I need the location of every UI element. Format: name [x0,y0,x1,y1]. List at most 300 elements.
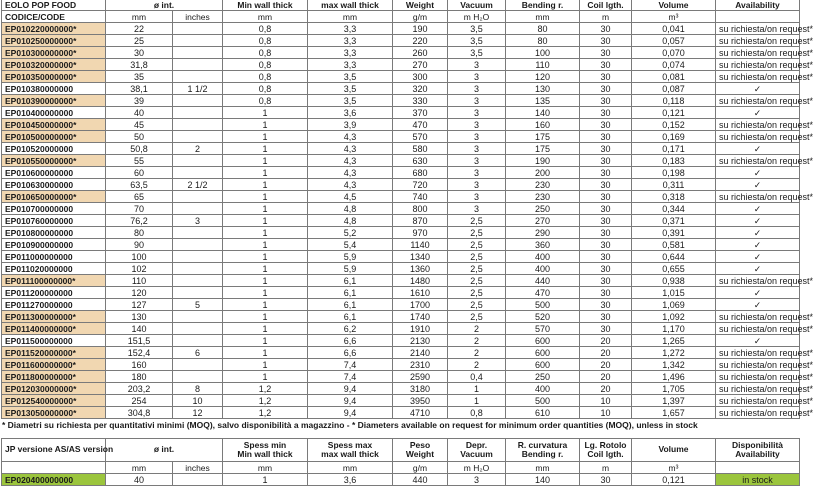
weight: 2140 [393,347,448,359]
t2-unit-inches: inches [173,462,223,474]
bending-radius: 100 [506,47,580,59]
availability: su richiesta/on request* [716,311,800,323]
volume: 0,311 [632,179,716,191]
footnote: * Diametri su richiesta per quantitativi minimi (MOQ), salvo disponibilità a magazzino - * Diameters available on request for minimum order quantities (MOQ), unless in stock [2,420,698,430]
diameter-mm: 127 [106,299,173,311]
table-row [2,323,800,335]
min-wall: 1 [223,107,308,119]
weight: 270 [393,59,448,71]
availability: su richiesta/on request* [716,275,800,287]
coil-length: 20 [580,359,632,371]
max-wall: 6,1 [308,275,393,287]
coil-length: 30 [580,95,632,107]
weight: 870 [393,215,448,227]
bending-radius: 250 [506,203,580,215]
max-wall: 3,6 [308,474,393,486]
min-wall: 1 [223,263,308,275]
volume: 0,152 [632,119,716,131]
table-row [2,155,800,167]
availability: su richiesta/on request* [716,59,800,71]
t2-unit-wall-min: mm [223,462,308,474]
volume: 0,070 [632,47,716,59]
diameter-inches [173,191,223,203]
volume: 0,655 [632,263,716,275]
coil-length: 30 [580,23,632,35]
product-code: EP010390000000* [2,95,106,107]
vacuum: 3,5 [448,35,506,47]
weight: 440 [393,474,448,486]
table-row [2,383,800,395]
max-wall: 6,6 [308,335,393,347]
table-row [2,191,800,203]
bending-radius: 440 [506,275,580,287]
col-coil: Coil lgth. [580,0,632,11]
min-wall: 0,8 [223,95,308,107]
unit-volume: m³ [632,11,716,23]
weight: 2130 [393,335,448,347]
volume: 1,272 [632,347,716,359]
vacuum: 0,4 [448,371,506,383]
coil-length: 30 [580,299,632,311]
t2-unit-volume: m³ [632,462,716,474]
col-max-wall: max wall thick [308,0,393,11]
product-code: EP012540000000* [2,395,106,407]
product-code: EP010800000000 [2,227,106,239]
t2-unit-vacuum: m H₂O [448,462,506,474]
weight: 370 [393,107,448,119]
t2-bending-en: Bending r. [521,449,564,459]
weight: 3180 [393,383,448,395]
coil-length: 30 [580,311,632,323]
bending-radius: 140 [506,107,580,119]
max-wall: 3,3 [308,35,393,47]
vacuum: 3 [448,107,506,119]
min-wall: 1 [223,239,308,251]
product-code: EP020400000000 [2,474,106,486]
bending-radius: 140 [506,474,580,486]
min-wall: 1 [223,131,308,143]
product-code: EP010630000000 [2,179,106,191]
min-wall: 1 [223,311,308,323]
availability: ✓ [716,239,800,251]
bending-radius: 120 [506,71,580,83]
table-row [2,263,800,275]
table-row [2,119,800,131]
vacuum: 2 [448,347,506,359]
weight: 4710 [393,407,448,419]
diameter-mm: 70 [106,203,173,215]
t2-col-availability [716,439,800,462]
volume: 1,015 [632,287,716,299]
weight: 580 [393,143,448,155]
weight: 190 [393,23,448,35]
table2-units-row [2,462,800,474]
diameter-mm: 22 [106,23,173,35]
min-wall: 0,8 [223,23,308,35]
vacuum: 2,5 [448,263,506,275]
availability: ✓ [716,335,800,347]
availability: su richiesta/on request* [716,155,800,167]
coil-length: 30 [580,167,632,179]
table-row [2,251,800,263]
availability: ✓ [716,287,800,299]
t2-col-coil [580,439,632,462]
min-wall: 1 [223,275,308,287]
unit-coil: m [580,11,632,23]
diameter-mm: 45 [106,119,173,131]
min-wall: 1 [223,347,308,359]
volume: 0,581 [632,239,716,251]
vacuum: 3 [448,191,506,203]
vacuum: 3 [448,179,506,191]
diameter-inches [173,35,223,47]
min-wall: 1,2 [223,407,308,419]
table-row [2,203,800,215]
product-code: EP011300000000* [2,311,106,323]
product-code: EP010400000000 [2,107,106,119]
bending-radius: 610 [506,407,580,419]
diameter-inches [173,131,223,143]
table2-header-row [2,439,800,462]
vacuum: 3 [448,131,506,143]
max-wall: 7,4 [308,359,393,371]
max-wall: 3,6 [308,107,393,119]
jp-family-title: JP versione AS/AS version [2,439,106,462]
coil-length: 30 [580,71,632,83]
availability: su richiesta/on request* [716,95,800,107]
bending-radius: 200 [506,167,580,179]
weight: 470 [393,119,448,131]
min-wall: 1 [223,191,308,203]
product-code: EP010700000000 [2,203,106,215]
diameter-inches: 1 1/2 [173,83,223,95]
coil-length: 30 [580,143,632,155]
volume: 0,171 [632,143,716,155]
diameter-mm: 130 [106,311,173,323]
product-code: EP010320000000* [2,59,106,71]
max-wall: 5,9 [308,263,393,275]
diameter-inches [173,359,223,371]
product-code: EP012030000000* [2,383,106,395]
volume: 0,121 [632,107,716,119]
coil-length: 30 [580,83,632,95]
volume: 0,169 [632,131,716,143]
coil-length: 30 [580,47,632,59]
diameter-inches: 6 [173,347,223,359]
max-wall: 4,3 [308,179,393,191]
t2-min-wall-it: Spess min [243,439,287,450]
product-code: EP010500000000* [2,131,106,143]
bending-radius: 500 [506,395,580,407]
diameter-inches: 2 1/2 [173,179,223,191]
vacuum: 0,8 [448,407,506,419]
diameter-inches [173,71,223,83]
t2-col-bending [506,439,580,462]
volume: 0,087 [632,83,716,95]
table-row [2,107,800,119]
weight: 330 [393,95,448,107]
min-wall: 1 [223,215,308,227]
diameter-inches: 2 [173,143,223,155]
max-wall: 4,8 [308,215,393,227]
diameter-inches [173,474,223,486]
vacuum: 3 [448,95,506,107]
unit-wall-min: mm [223,11,308,23]
diameter-mm: 30 [106,47,173,59]
volume: 0,183 [632,155,716,167]
bending-radius: 135 [506,95,580,107]
vacuum: 1 [448,383,506,395]
max-wall: 3,9 [308,119,393,131]
table-row [2,131,800,143]
table-row [2,35,800,47]
diameter-mm: 304,8 [106,407,173,419]
availability: su richiesta/on request* [716,71,800,83]
diameter-inches: 12 [173,407,223,419]
diameter-inches: 5 [173,299,223,311]
bending-radius: 570 [506,323,580,335]
vacuum: 2,5 [448,275,506,287]
availability: ✓ [716,203,800,215]
availability: ✓ [716,83,800,95]
diameter-mm: 38,1 [106,83,173,95]
availability: su richiesta/on request* [716,323,800,335]
diameter-mm: 65 [106,191,173,203]
max-wall: 9,4 [308,407,393,419]
weight: 300 [393,71,448,83]
availability: ✓ [716,179,800,191]
table-row [2,83,800,95]
max-wall: 5,9 [308,251,393,263]
bending-radius: 400 [506,251,580,263]
bending-radius: 190 [506,155,580,167]
volume: 1,265 [632,335,716,347]
diameter-mm: 110 [106,275,173,287]
product-code: EP011400000000* [2,323,106,335]
min-wall: 1 [223,371,308,383]
bending-radius: 600 [506,347,580,359]
vacuum: 2,5 [448,215,506,227]
volume: 0,041 [632,23,716,35]
volume: 1,092 [632,311,716,323]
vacuum: 3,5 [448,23,506,35]
t2-col-max-wall [308,439,393,462]
coil-length: 30 [580,131,632,143]
vacuum: 2 [448,323,506,335]
table-row [2,359,800,371]
vacuum: 2,5 [448,287,506,299]
product-code: EP013050000000* [2,407,106,419]
availability: ✓ [716,215,800,227]
bending-radius: 230 [506,179,580,191]
availability: ✓ [716,167,800,179]
unit-vacuum: m H₂O [448,11,506,23]
availability: su richiesta/on request* [716,347,800,359]
vacuum: 3 [448,155,506,167]
col-bending: Bending r. [506,0,580,11]
weight: 320 [393,83,448,95]
table-row [2,275,800,287]
diameter-inches: 10 [173,395,223,407]
diameter-inches [173,251,223,263]
diameter-inches [173,263,223,275]
volume: 0,344 [632,203,716,215]
diameter-mm: 90 [106,239,173,251]
product-code: EP010380000000 [2,83,106,95]
availability: ✓ [716,107,800,119]
bending-radius: 230 [506,191,580,203]
bending-radius: 80 [506,35,580,47]
bending-radius: 520 [506,311,580,323]
coil-length: 30 [580,263,632,275]
eolo-pop-food-table [1,0,813,419]
volume: 0,198 [632,167,716,179]
table-row [2,95,800,107]
table1-units-row [2,11,800,23]
availability: su richiesta/on request* [716,119,800,131]
vacuum: 2,5 [448,239,506,251]
volume: 1,397 [632,395,716,407]
product-code: EP011500000000 [2,335,106,347]
volume: 0,318 [632,191,716,203]
vacuum: 2 [448,359,506,371]
product-code: EP011200000000 [2,287,106,299]
min-wall: 1 [223,287,308,299]
coil-length: 30 [580,239,632,251]
min-wall: 0,8 [223,47,308,59]
availability: ✓ [716,263,800,275]
coil-length: 20 [580,371,632,383]
product-code: EP011020000000 [2,263,106,275]
diameter-mm: 100 [106,251,173,263]
coil-length: 30 [580,251,632,263]
diameter-mm: 35 [106,71,173,83]
diameter-inches: 3 [173,215,223,227]
diameter-inches [173,95,223,107]
diameter-mm: 180 [106,371,173,383]
diameter-inches [173,59,223,71]
vacuum: 3 [448,59,506,71]
bending-radius: 175 [506,143,580,155]
coil-length: 30 [580,227,632,239]
diameter-inches [173,203,223,215]
table-row [2,299,800,311]
t2-unit-code [2,462,106,474]
table-row [2,23,800,35]
product-code: EP010900000000 [2,239,106,251]
product-code: EP010220000000* [2,23,106,35]
diameter-mm: 76,2 [106,215,173,227]
diameter-inches [173,107,223,119]
weight: 260 [393,47,448,59]
coil-length: 30 [580,287,632,299]
max-wall: 4,5 [308,191,393,203]
col-vacuum: Vacuum [448,0,506,11]
product-code: EP010450000000* [2,119,106,131]
max-wall: 6,2 [308,323,393,335]
max-wall: 3,3 [308,23,393,35]
availability: ✓ [716,143,800,155]
volume: 1,170 [632,323,716,335]
diameter-mm: 151,5 [106,335,173,347]
vacuum: 2 [448,335,506,347]
table-row [2,395,800,407]
weight: 970 [393,227,448,239]
bending-radius: 500 [506,299,580,311]
unit-bending: mm [506,11,580,23]
t2-min-wall-en: Min wall thick [237,449,293,459]
unit-weight: g/m [393,11,448,23]
table-row [2,239,800,251]
coil-length: 30 [580,323,632,335]
volume: 0,057 [632,35,716,47]
col-diameter: ø int. [106,0,223,11]
table1-header-row [2,0,800,11]
coil-length: 30 [580,155,632,167]
weight: 1910 [393,323,448,335]
max-wall: 6,1 [308,299,393,311]
vacuum: 2,5 [448,251,506,263]
diameter-inches [173,23,223,35]
min-wall: 1,2 [223,383,308,395]
diameter-inches [173,167,223,179]
weight: 220 [393,35,448,47]
coil-length: 30 [580,275,632,287]
diameter-inches [173,335,223,347]
volume: 1,496 [632,371,716,383]
product-code: EP010250000000* [2,35,106,47]
t2-unit-bending: mm [506,462,580,474]
bending-radius: 400 [506,263,580,275]
t2-max-wall-en: max wall thick [321,449,379,459]
bending-radius: 290 [506,227,580,239]
bending-radius: 250 [506,371,580,383]
bending-radius: 470 [506,287,580,299]
diameter-inches [173,239,223,251]
min-wall: 1 [223,155,308,167]
weight: 2590 [393,371,448,383]
product-code: EP010350000000* [2,71,106,83]
max-wall: 3,3 [308,59,393,71]
t2-unit-mm: mm [106,462,173,474]
min-wall: 1 [223,299,308,311]
col-availability: Availability [716,0,800,11]
diameter-mm: 102 [106,263,173,275]
table-row [2,59,800,71]
product-code: EP011520000000* [2,347,106,359]
bending-radius: 110 [506,59,580,71]
product-code: EP011270000000 [2,299,106,311]
jp-as-version-table [1,438,800,486]
t2-max-wall-it: Spess max [327,439,373,450]
min-wall: 1,2 [223,395,308,407]
min-wall: 0,8 [223,35,308,47]
t2-unit-coil: m [580,462,632,474]
volume: 1,342 [632,359,716,371]
table-row [2,47,800,59]
t2-vacuum-en: Vacuum [460,449,493,459]
max-wall: 6,6 [308,347,393,359]
bending-radius: 400 [506,383,580,395]
table1-body [2,23,813,419]
max-wall: 5,4 [308,239,393,251]
t2-coil-it: Lg. Rotolo [584,439,627,450]
min-wall: 1 [223,251,308,263]
min-wall: 1 [223,323,308,335]
table-row [2,347,800,359]
t2-col-vacuum [448,439,506,462]
availability: su richiesta/on request* [716,35,800,47]
